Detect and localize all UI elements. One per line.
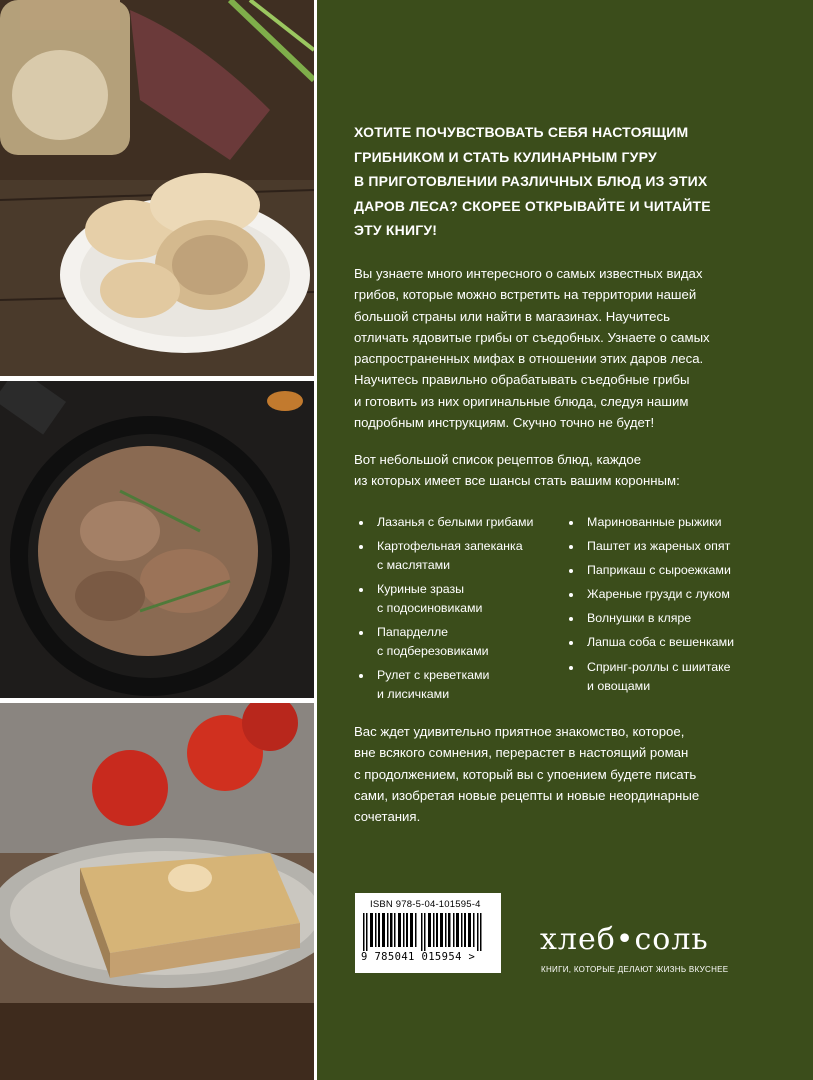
recipe-item xyxy=(567,561,747,581)
text-line: сами, изобретая новые рецепты и новые неординарные xyxy=(354,787,700,803)
intro-line: В ПРИГОТОВЛЕНИИ РАЗЛИЧНЫХ БЛЮД ИЗ ЭТИХ xyxy=(354,173,708,189)
recipe-item xyxy=(357,513,567,533)
intro-line: ДАРОВ ЛЕСА? СКОРЕЕ ОТКРЫВАЙТЕ И ЧИТАЙТЕ xyxy=(354,197,711,214)
recipe-item xyxy=(567,585,747,605)
recipe-title: Спринг-роллы с шиитаке xyxy=(587,659,731,674)
intro-line: ЭТУ КНИГУ! xyxy=(354,222,438,238)
text-line: с продолжением, который вы с упоением будете писать xyxy=(354,766,697,782)
recipe-title: Папарделле xyxy=(377,624,449,639)
recipe-item xyxy=(567,609,747,629)
text-line: грибов, которые можно встретить на территории нашей xyxy=(354,287,697,303)
text-line: сочетания. xyxy=(354,809,421,825)
recipe-subtitle: с маслятами xyxy=(377,558,451,572)
photo-column xyxy=(0,0,317,1080)
text-line: вне всякого сомнения, перерастет в настоящий роман xyxy=(354,745,689,761)
text-line: Вы узнаете много интересного о самых известных видах xyxy=(354,266,703,281)
recipe-subtitle: с подберезовиками xyxy=(377,644,489,658)
barcode-bars xyxy=(363,913,493,951)
recipe-item xyxy=(357,537,567,576)
text-line: из которых имеет все шансы стать вашим коронным: xyxy=(354,473,680,489)
photo-pickled-mushrooms-art xyxy=(0,0,314,376)
recipe-title: Паприкаш с сыроежками xyxy=(587,563,731,578)
intro-line: ХОТИТЕ ПОЧУВСТВОВАТЬ СЕБЯ НАСТОЯЩИМ xyxy=(354,124,689,140)
recipe-title: Картофельная запеканка xyxy=(377,538,523,553)
recipe-title: Жареные грузди с луком xyxy=(587,587,730,602)
recipe-item xyxy=(357,623,567,662)
recipe-item xyxy=(357,580,567,619)
recipe-title: Рулет с креветками xyxy=(377,667,490,682)
intro-line: ГРИБНИКОМ И СТАТЬ КУЛИНАРНЫМ ГУРУ xyxy=(354,148,657,165)
text-line: распространенных мифах в отношении этих даров леса. xyxy=(354,351,704,367)
photo-stroganoff-pan xyxy=(0,381,314,698)
recipe-subtitle: и овощами xyxy=(587,679,651,694)
isbn-barcode xyxy=(355,893,501,973)
recipe-title: Лапша соба с вешенками xyxy=(587,635,735,650)
text-line: большой страны или найти в магазинах. Научитесь xyxy=(354,308,670,324)
isbn-text: ISBN 978-5-04-101595-4 xyxy=(370,899,481,910)
text-line: Научитесь правильно обрабатывать съедобные грибы xyxy=(354,372,690,388)
recipe-item xyxy=(567,658,747,697)
photo-lasagna-art xyxy=(0,703,314,1080)
photo-stroganoff-pan-art xyxy=(0,381,314,698)
recipe-title: Лазанья с белыми грибами xyxy=(377,515,534,529)
text-line: отличать ядовитые грибы от съедобных. Узнаете о самых xyxy=(354,329,710,345)
recipe-title: Куриные зразы xyxy=(377,581,465,596)
text-line: подробным инструкциям. Скучно точно не будет! xyxy=(354,415,655,431)
recipe-list-right xyxy=(567,513,747,701)
recipe-list-left xyxy=(357,513,567,709)
intro-heading xyxy=(354,120,734,243)
description-paragraph-2 xyxy=(354,449,734,492)
photo-lasagna xyxy=(0,703,314,1080)
photo-pickled-mushrooms xyxy=(0,0,314,376)
recipe-title: Паштет из жареных опят xyxy=(587,539,731,554)
recipe-item xyxy=(567,633,747,653)
text-line: Вот небольшой список рецептов блюд, каждое xyxy=(354,452,642,467)
publisher-logo: хлеб•соль xyxy=(540,922,709,957)
text-line: Вас ждет удивительно приятное знакомство, которое, xyxy=(354,724,685,739)
barcode-number: 9 785041 015954 > xyxy=(361,951,476,963)
recipe-subtitle: и лисичками xyxy=(377,687,450,701)
recipe-title: Маринованные рыжики xyxy=(587,515,722,529)
text-line: и готовить из них оригинальные блюда, следуя нашим xyxy=(354,393,689,409)
recipe-subtitle: с подосиновиками xyxy=(377,601,483,615)
recipe-item xyxy=(567,537,747,557)
description-paragraph-3 xyxy=(354,721,734,827)
recipe-item xyxy=(357,666,567,705)
description-paragraph-1 xyxy=(354,263,734,433)
recipe-item xyxy=(567,513,747,533)
recipe-title: Волнушки в кляре xyxy=(587,611,692,626)
publisher-tagline: КНИГИ, КОТОРЫЕ ДЕЛАЮТ ЖИЗНЬ ВКУСНЕЕ xyxy=(541,965,729,974)
